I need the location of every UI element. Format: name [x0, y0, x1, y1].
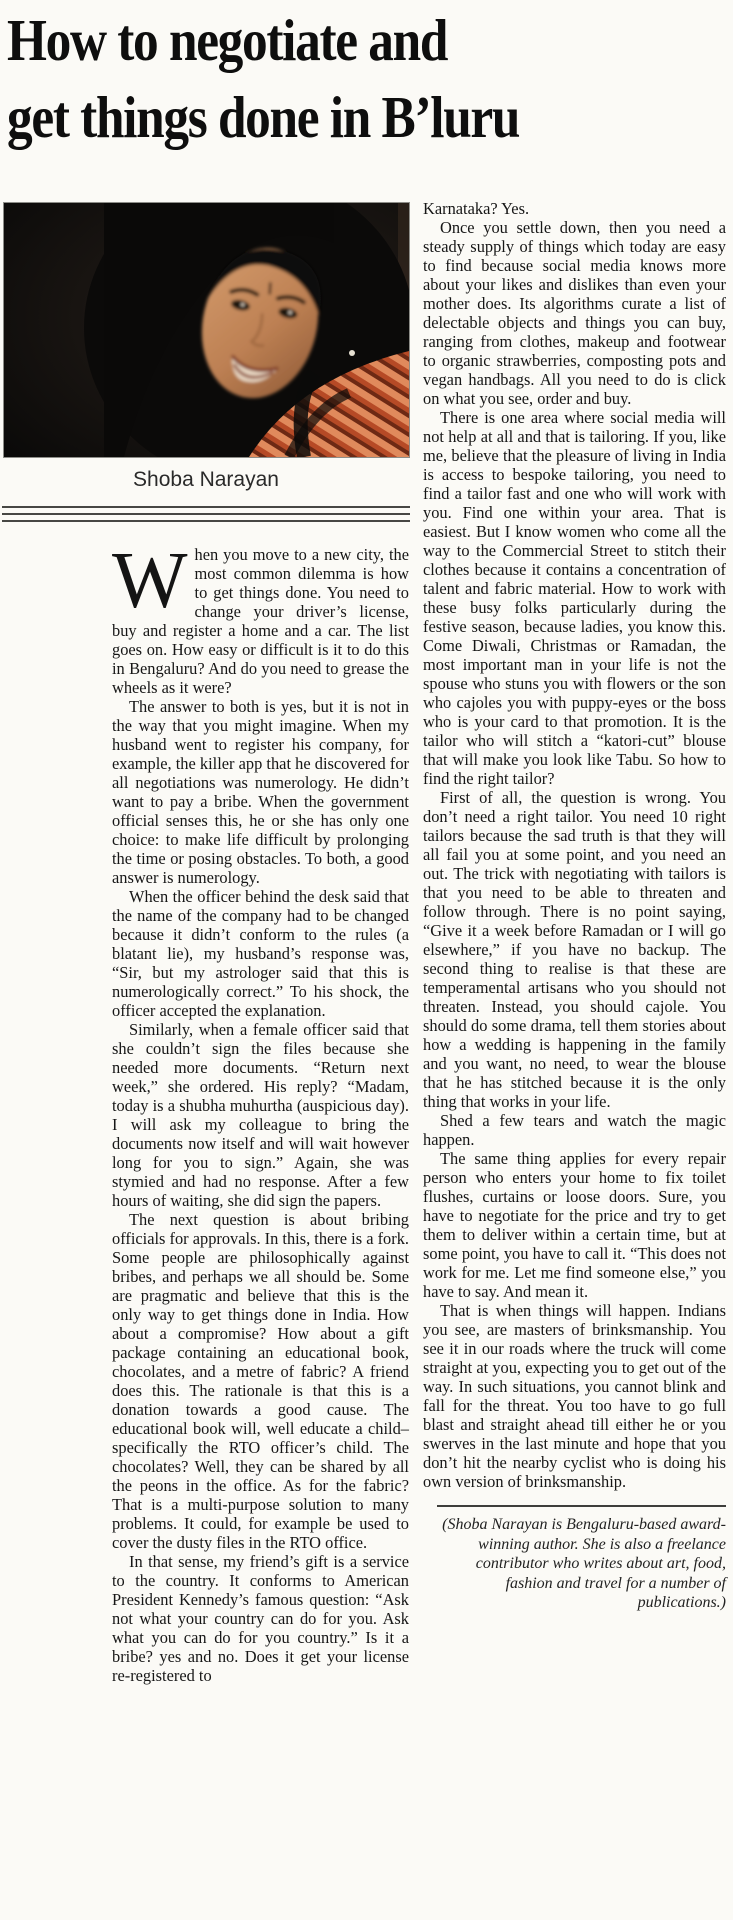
author-byline: Shoba Narayan — [133, 468, 279, 491]
article-paragraph: Shed a few tears and watch the magic happen. — [423, 1111, 726, 1149]
article-column-left — [112, 537, 409, 1685]
article-paragraph: The same thing applies for every repair person who enters your home to fix toilet flushes, curtains or loose doors. Sure, you have to negotiate for the price and try to get them to deliver within a certain time, but at some point, you have to call it. “This does not work for me. Let me find someone else,” you have to say. And mean it. — [423, 1149, 726, 1301]
divider-line — [2, 506, 410, 508]
article-paragraph: The next question is about bribing officials for approvals. In this, there is a fork. Some people are philosophically against bribes, and perhaps we all should be. Some are pragmatic and believe that this is the only way to get things done in India. How about a compromise? How about a gift package containing an educational book, chocolates, and a metre of fabric? A friend does this. The rationale is that this is a donation towards a good cause. The educational book will, well educate a child– specifically the RTO officer’s child. The chocolates? Well, they can be shared by all the peons in the office. As for the fabric? That is a multi-purpose solution to many problems. It could, for example be used to cover the dusty files in the RTO office. — [112, 1210, 409, 1552]
page-title — [7, 2, 733, 156]
article-paragraph — [112, 537, 409, 697]
article-paragraph: Similarly, when a female officer said that she couldn’t sign the files because she needed more documents. “Return next week,” she ordered. His reply? “Madam, today is a shubha muhurtha (auspicious day). I will ask my colleague to bring the documents now itself and will wait however long for you to sign.” Again, she was stymied and had no response. After a few hours of waiting, she did sign the papers. — [112, 1020, 409, 1210]
byline-divider — [2, 506, 410, 522]
divider-line — [2, 513, 410, 515]
article-paragraph: In that sense, my friend’s gift is a service to the country. It conforms to American President Kennedy’s famous question: “Ask not what your country can do for you. Ask what you can do for you country.” Is it a bribe? yes and no. Does it get your license re-registered to — [112, 1552, 409, 1685]
article-paragraph: That is when things will happen. Indians you see, are masters of brinksmanship. You see it in our roads where the truck will come straight at you, expecting you to get out of the way. In such situations, you cannot blink and fall for the threat. You too have to go full blast and straight ahead till either he or you swerves in the last minute and hope that you don’t hit the nearby cyclist who is doing his own version of brinksmanship. — [423, 1301, 726, 1491]
article-paragraph: When the officer behind the desk said that the name of the company had to be changed because it didn’t conform to the rules (a blatant lie), my husband’s response was, “Sir, but my astrologer said that this is numerologically correct.” To his shock, the officer accepted the explanation. — [112, 887, 409, 1020]
article-paragraph: Karnataka? Yes. — [423, 199, 530, 218]
article-paragraph: Once you settle down, then you need a steady supply of things which today are easy to find because social media knows more about your likes and dislikes than even your mother does. Its algorithms curate a list of delectable objects and things you can buy, ranging from clothes, makeup and footwear to organic strawberries, composting pots and vegan handbags. All you need to do is click on what you see, order and buy. — [423, 218, 726, 408]
article-paragraph: The answer to both is yes, but it is not in the way that you might imagine. When my husband went to register his company, for example, the killer app that he discovered for all negotiations was numerology. He didn’t want to pay a bribe. When the government official senses this, he or she has only one choice: to make life difficult by prolonging the time or posing obstacles. To both, a good answer is numerology. — [112, 697, 409, 887]
divider-line — [2, 520, 410, 522]
author-photo — [3, 202, 410, 458]
author-bio: (Shoba Narayan is Bengaluru-based award-winning author. She is also a freelance contributor who writes about art, food, fashion and travel for a number of publications.) — [437, 1505, 726, 1613]
paragraph-text: hen you move to a new city, the most common dilemma is how to get things done. You need to change your driver’s license, buy and register a home and a car. The list goes on. How easy or difficult is it to do this in Bengaluru? And do you need to grease the wheels as it were? — [112, 545, 409, 697]
dropcap: W — [112, 537, 188, 625]
headline-line-1: How to negotiate and — [7, 7, 448, 73]
article-column-right — [423, 199, 726, 1613]
article-paragraph: First of all, the question is wrong. You don’t need a right tailor. You need 10 right tailors because the sad truth is that they will all fail you at some point, and you need an out. The trick with negotiating with tailors is that you need to be able to threaten and follow through. There is no point saying, “Give it a week before Ramadan or I will go elsewhere,” if you have no backup. The second thing to realise is that these are temperamental artisans who you should not threaten. Instead, you should cajole. You should do some drama, tell them stories about how a wedding is happening in the family and you want, no need, to wear the blouse that he has stitched because it is the only thing that works in your life. — [423, 788, 726, 1111]
headline-line-2: get things done in B’luru — [7, 84, 520, 150]
article-paragraph: There is one area where social media will not help at all and that is tailoring. If you, like me, believe that the pleasure of living in India is access to bespoke tailoring, you need to find a tailor fast and one who will work with you. Find one within your area. That is easiest. But I know women who come all the way to the Commercial Street to stitch their clothes because it contains a concentration of talent and fabric material. How to work with these busy folks particularly during the festive season, because ladies, you know this. Come Diwali, Christmas or Ramadan, the most important man in your life is not the spouse who stuns you with flowers or the son who cajoles you with puppy-eyes or the boss who is your card to that promotion. It is the tailor who will stitch a “katori-cut” blouse that will make you look like Tabu. So how to find the right tailor? — [423, 408, 726, 788]
